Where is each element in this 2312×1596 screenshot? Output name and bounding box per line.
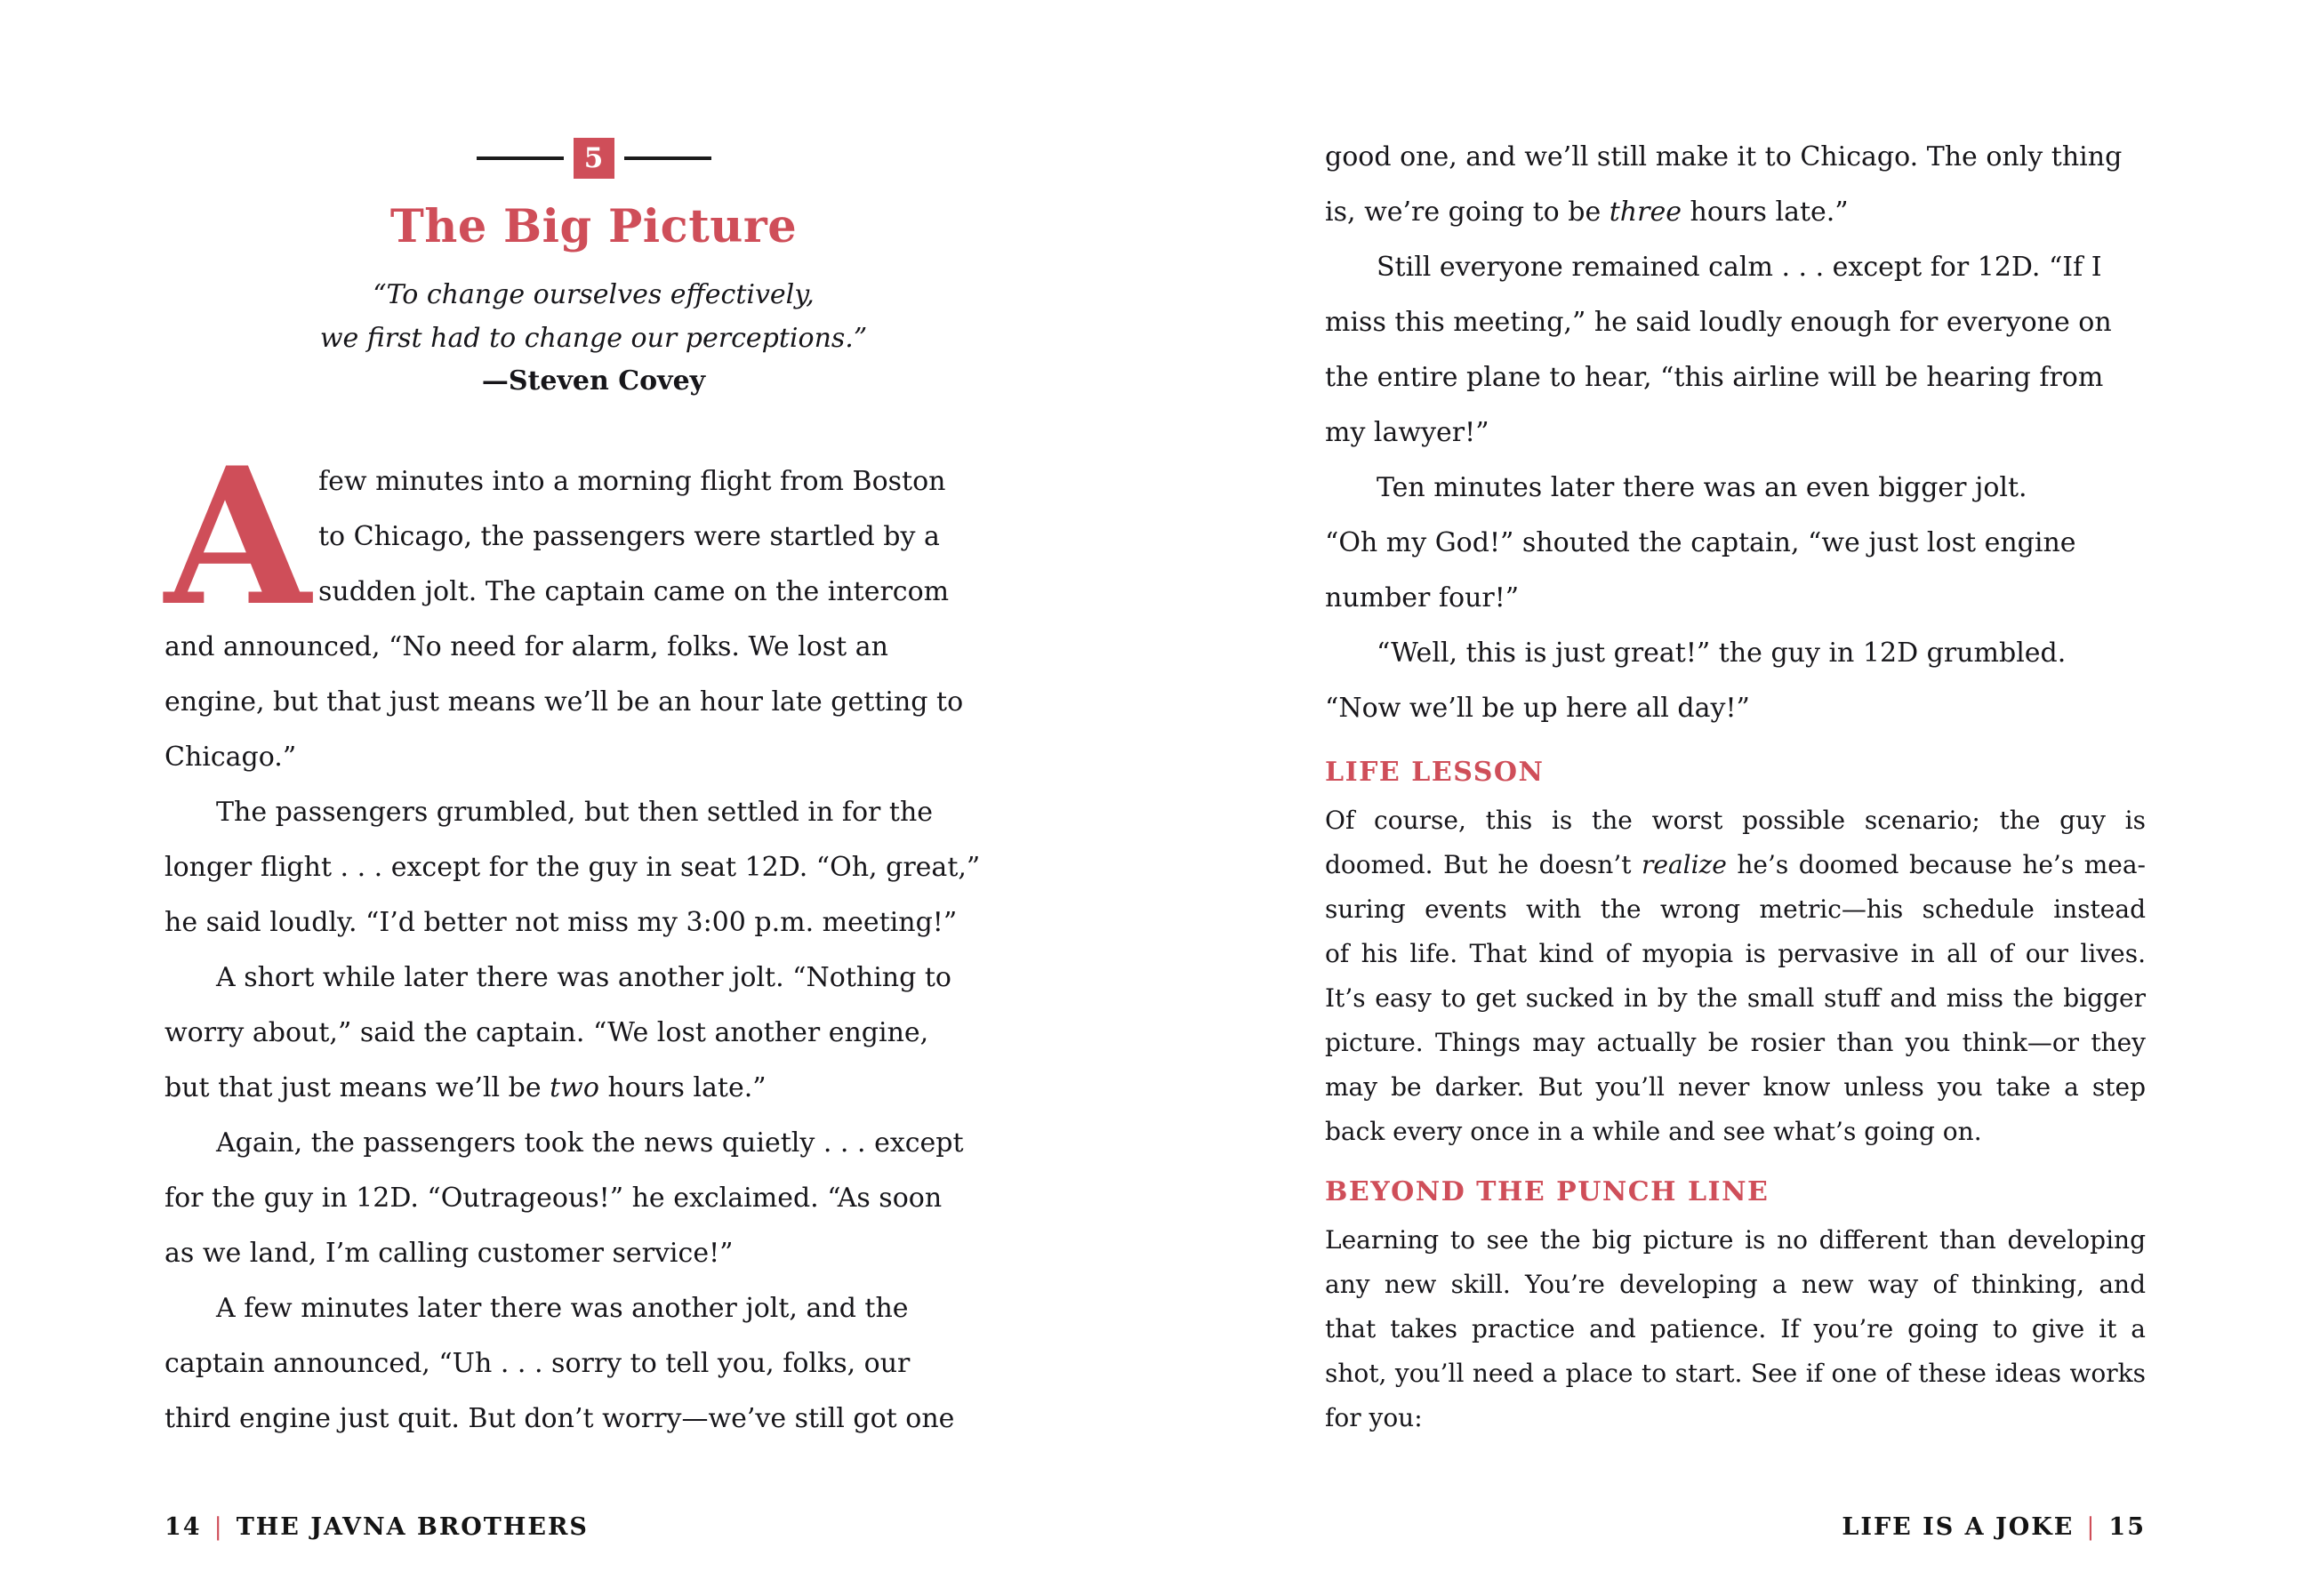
story-lines-left: few minutes into a morning flight from Boston to Chicago, the passengers were startled by a sudden jolt. The captain came on the intercom and announced, “No need for alarm, folks. We lost an engine, but that just means we’ll be an hour late getting to Chicago.” The passengers grumbled, but then settled in for the longer flight . . . except for the guy in seat 12D. “Oh, great,” he said loudly. “I’d better not miss my 3:00 p.m. meeting!” A short while later there was another jolt. “Nothing to worry about,” said the captain. “We lost another engine, but that just means we’ll be two hours late.” Again, the passengers took the news quietly . . . except for the guy in 12D. “Outrageous!” he exclaimed. “As soon as we land, I’m calling customer service!” A few minutes later there was another jolt, and the captain announced, “Uh . . . sorry to tell you, folks, our third engine just quit. But don’t worry—we’ve still got one xyxy=(165,466,981,1434)
ornament-rule-right xyxy=(624,156,711,160)
section-beyond-the-punch-line xyxy=(1325,1175,2146,1440)
page-right xyxy=(1156,0,2312,1596)
ornament-rule-left xyxy=(477,156,564,160)
running-footer-right xyxy=(1842,1513,2146,1541)
page-number-right: 15 xyxy=(2108,1513,2146,1541)
story-text-left xyxy=(165,426,1023,1447)
running-footer-left xyxy=(165,1513,589,1541)
epigraph-attribution: —Steven Covey xyxy=(481,365,706,397)
beyond-last-line: for you: xyxy=(1325,1403,1423,1432)
beyond-paragraph: Learning to see the big picture is no different than developing any new skill. You’re developing a new way of thinking, and that takes practice and patience. If you’re going to give it a shot, you’ll need a place to start. See if one of these ideas works xyxy=(1325,1225,2146,1388)
running-footer-title: LIFE IS A JOKE xyxy=(1842,1513,2075,1541)
chapter-title: The Big Picture xyxy=(389,200,798,253)
epigraph: “To change ourselves effectively, we first had to change our perceptions.” xyxy=(319,279,868,354)
life-lesson-paragraph: Of course, this is the worst possible scenario; the guy is doomed. But he doesn’t realize he’s doomed because he’s mea- suring events with the wrong metric—his schedule instead of his life. That kind of myopia is pervasive in all of our lives. It’s easy to get sucked in by the small stuff and miss the bigger picture. Things may actually be rosier than you think—or they may be darker. But you’ll never know unless you take a step xyxy=(1325,806,2146,1102)
section-heading-beyond-the-punch-line: BEYOND THE PUNCH LINE xyxy=(1325,1176,1770,1207)
section-life-lesson xyxy=(1325,756,2146,1154)
chapter-ornament xyxy=(165,138,1023,179)
running-footer-author: THE JAVNA BROTHERS xyxy=(236,1513,589,1541)
story-lines-right: good one, and we’ll still make it to Chicago. The only thing is, we’re going to be three hours late.” Still everyone remained calm . . . except for 12D. “If I miss this meeting,” he said loudly enough for everyone on the entire plane to hear, “this airline will be hearing from my lawyer!” Ten minutes later there was an even bigger jolt. “Oh my God!” shouted the captain, “we just lost engine number four!” “Well, this is just great!” the guy in 12D grumbled. “Now we’ll be up here all day!” xyxy=(1325,141,2123,724)
footer-separator-left: | xyxy=(213,1513,224,1541)
section-heading-life-lesson: LIFE LESSON xyxy=(1325,757,1545,788)
chapter-number-badge: 5 xyxy=(574,138,614,179)
life-lesson-last-line: back every once in a while and see what’s going on. xyxy=(1325,1117,1982,1146)
drop-cap: A xyxy=(165,426,311,647)
story-text-right xyxy=(1325,130,2146,736)
page-number-left: 14 xyxy=(165,1513,202,1541)
footer-separator-right: | xyxy=(2086,1513,2097,1541)
